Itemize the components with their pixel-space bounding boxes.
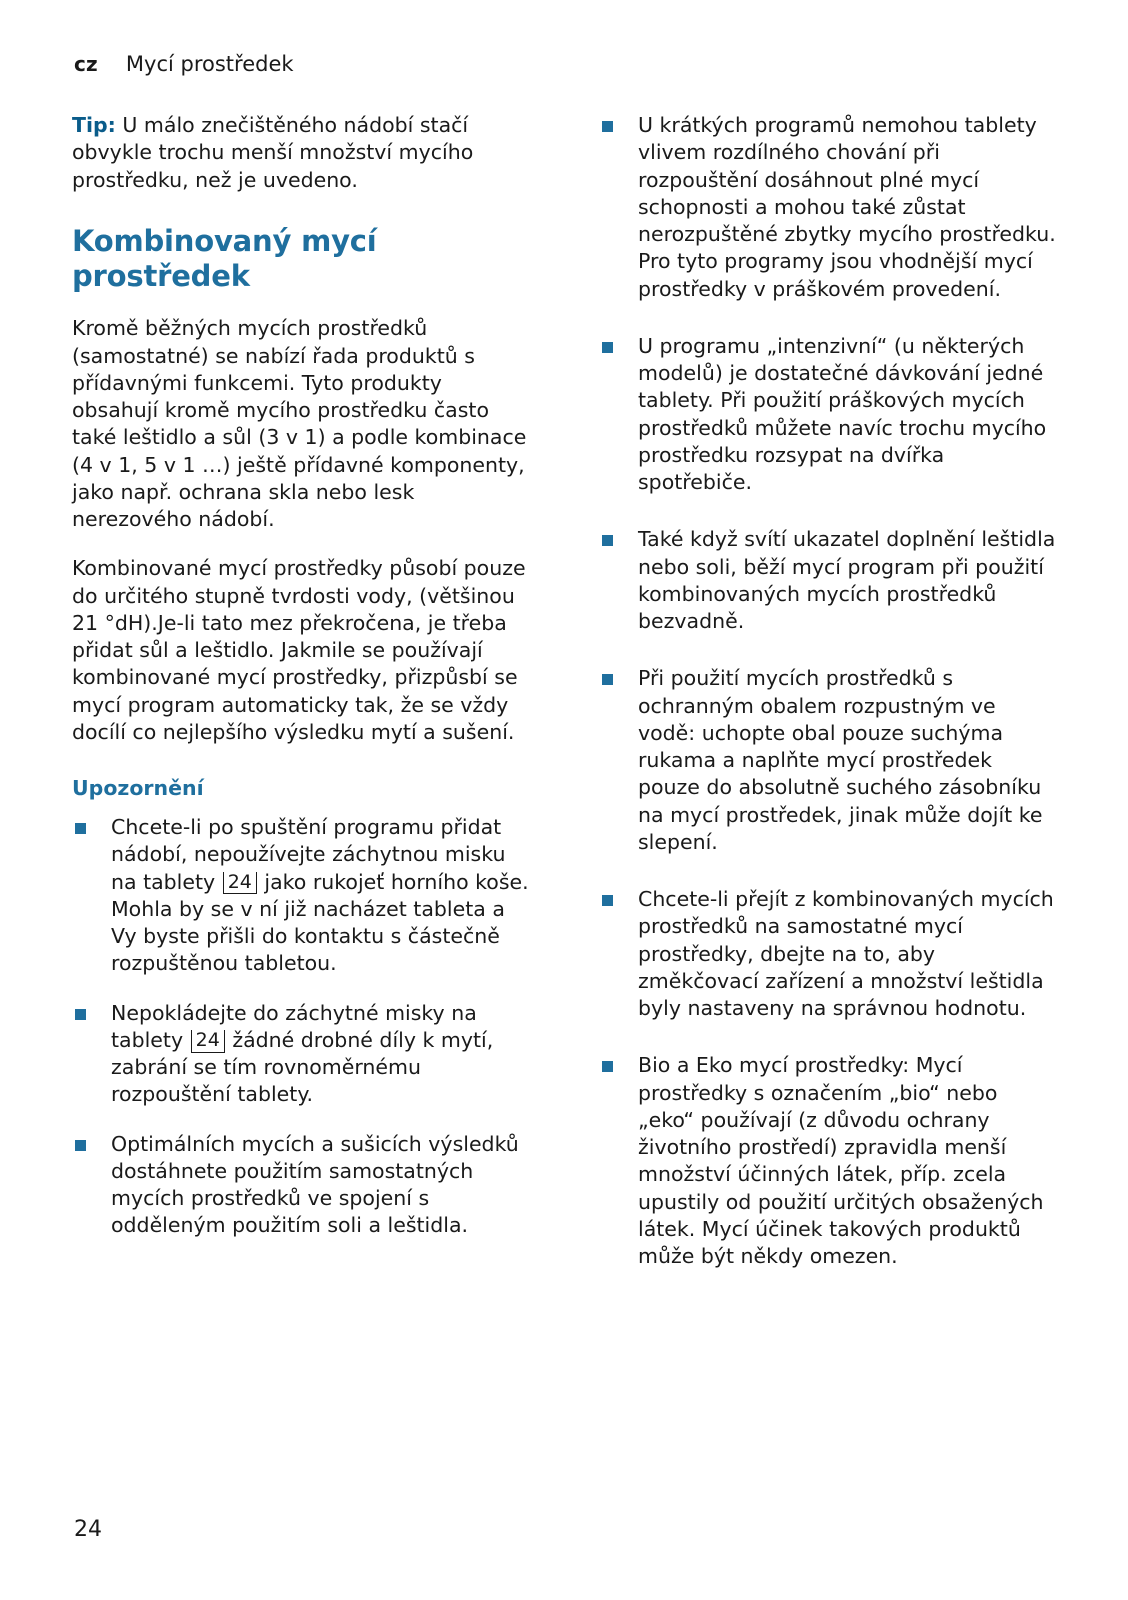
list-item-text-part2: jako rukojeť horního koše. Mohla by se v ní již nacházet tableta a Vy byste přišli do kontaktu s částečně rozpuštěnou tabletou. [111, 869, 529, 976]
list-item-text-part1: Optimálních mycích a sušicích výsledků dostáhnete použitím samostatných mycích prostředků ve spojení s odděleným použitím soli a leštidla. [111, 1131, 519, 1238]
list-item [599, 526, 1056, 635]
tip-paragraph [72, 112, 529, 194]
list-item-text: Bio a Eko mycí prostředky: Mycí prostředky s označením „bio“ nebo „eko“ používají (z důvodu ochrany životního prostředí) zpravidla menší množství účinných látek, příp. zcela upustily od použití určitých obsažených látek. Mycí účinek takových produktů může být někdy omezen. [638, 1053, 1044, 1268]
square-bullet-icon [602, 535, 613, 546]
list-item-text: Při použití mycích prostředků s ochranným obalem rozpustným ve vodě: uchopte obal pouze suchýma rukama a naplňte mycí prostředek pouze do absolutně suchého zásobníku na mycí prostředek, jinak může dojít ke slepení. [638, 666, 1043, 854]
square-bullet-icon [75, 1009, 86, 1020]
list-item [599, 665, 1056, 856]
list-item-text: Také když svítí ukazatel doplnění leštidla nebo soli, běží mycí program při použití kombinovaných mycích prostředků bezvadně. [638, 527, 1056, 633]
language-code: cz [74, 52, 98, 76]
list-item [72, 1000, 529, 1109]
square-bullet-icon [75, 1140, 86, 1151]
square-bullet-icon [602, 895, 613, 906]
list-item [72, 1131, 529, 1240]
square-bullet-icon [602, 121, 613, 132]
list-item [599, 886, 1056, 1022]
list-item [599, 112, 1056, 303]
list-item-text: U programu „intenzivní“ (u některých modelů) je dostatečné dávkování jedné tablety. Při použití práškových mycích prostředků můžete navíc trochu mycího prostředku rozsypat na dvířka spotřebiče. [638, 333, 1047, 494]
list-item-text-part1: Nepokládejte do záchytné misky na tablety [111, 1000, 477, 1052]
left-column [72, 112, 529, 1300]
header-title: Mycí prostředek [125, 52, 294, 76]
body-paragraph-1: Kromě běžných mycích prostředků (samostatné) se nabízí řada produktů s přídavnými funkcemi. Tyto produkty obsahují kromě mycího prostředku často také leštidlo a sůl (3 v 1) a podle kombinace (4 v 1, 5 v 1 …) ještě přídavné komponenty, jako např. ochrana skla nebo lesk nerezového nádobí. [72, 316, 527, 532]
list-item [599, 333, 1056, 497]
list-item-text-part1: Chcete-li po spuštění programu přidat nádobí, nepoužívejte záchytnou misku na tablety [111, 815, 506, 894]
square-bullet-icon [75, 823, 86, 834]
square-bullet-icon [602, 1061, 613, 1072]
right-column [599, 112, 1056, 1300]
reference-number-box: 24 [223, 872, 257, 895]
list-item [72, 814, 529, 978]
list-item-text: Chcete-li přejít z kombinovaných mycích prostředků na samostatné mycí prostředky, dbejte na to, aby změkčovací zařízení a množství leštidla byly nastaveny na správnou hodnotu. [638, 887, 1054, 1020]
body-paragraph-2: Kombinované mycí prostředky působí pouze do určitého stupně tvrdosti vody, (většinou 21 °dH).Je-li tato mez překročena, je třeba přidat sůl a leštidlo. Jakmile se používají kombinované mycí prostředky, přizpůsbí se mycí program automaticky tak, že se vždy docílí co nejlepšího výsledku mytí a sušení. [72, 556, 526, 744]
square-bullet-icon [602, 342, 613, 353]
reference-number-box: 24 [191, 1030, 225, 1053]
page-header [74, 52, 1056, 76]
content-columns [72, 112, 1056, 1300]
right-bullet-list [599, 112, 1056, 1270]
section-title: Kombinovaný mycí prostředek [72, 223, 377, 293]
list-item-text-part2: žádné drobné díly k mytí, zabrání se tím rovnoměrnému rozpouštění tablety. [111, 1027, 494, 1107]
list-item [599, 1052, 1056, 1270]
tip-label: Tip: [72, 113, 116, 137]
list-item-text: U krátkých programů nemohou tablety vlivem rozdílného chování při rozpouštění dosáhnout plné mycí schopnosti a mohou také zůstat nerozpuštěné zbytky mycího prostředku. Pro tyto programy jsou vhodnější mycí prostředky v práškovém provedení. [638, 113, 1056, 301]
notice-title: Upozornění [72, 776, 204, 801]
square-bullet-icon [602, 674, 613, 685]
page-number: 24 [74, 1517, 102, 1542]
left-bullet-list [72, 814, 529, 1240]
tip-text: U málo znečištěného nádobí stačí obvykle trochu menší množství mycího prostředku, než je uvedeno. [72, 113, 474, 192]
